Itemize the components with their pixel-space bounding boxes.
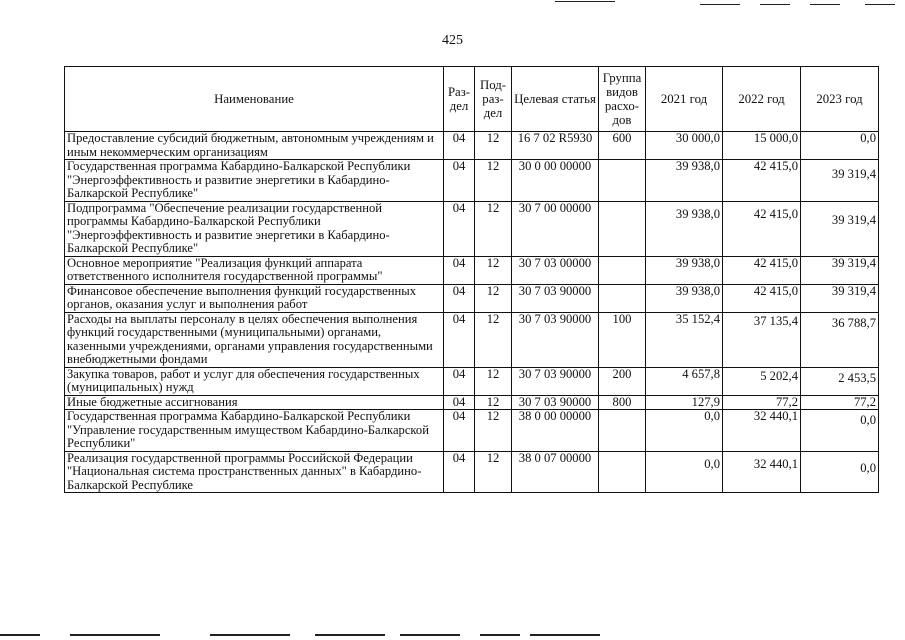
- row-article: 30 7 03 90000: [512, 284, 599, 312]
- row-2021: 30 000,0: [646, 132, 723, 160]
- row-section: 04: [444, 201, 475, 256]
- scan-artifact-bottom: [480, 634, 520, 636]
- row-group: 600: [599, 132, 646, 160]
- row-article: 30 7 03 90000: [512, 367, 599, 395]
- header-name: Наименование: [65, 67, 444, 132]
- table-row: [65, 367, 879, 395]
- row-2021: 39 938,0: [646, 160, 723, 202]
- table-row: [65, 132, 879, 160]
- row-name: Расходы на выплаты персоналу в целях обеспечения выполнения функций государственными (муниципальными) органами, казенными учреждениями, органами управления государственными внебюджетными фондами: [65, 312, 444, 367]
- row-section: 04: [444, 256, 475, 284]
- table-row: [65, 201, 879, 256]
- row-2023: 39 319,4: [801, 284, 879, 312]
- row-name: Финансовое обеспечение выполнения функций государственных органов, оказания услуг и выполнения работ: [65, 284, 444, 312]
- row-name: Подпрограмма "Обеспечение реализации государственной программы Кабардино-Балкарской Республики "Энергоэффективность и развитие энергетики в Кабардино-Балкарской Республике": [65, 201, 444, 256]
- row-2021: 127,9: [646, 395, 723, 410]
- header-year-2022: 2022 год: [723, 67, 801, 132]
- row-subsection: 12: [475, 284, 512, 312]
- row-name: Реализация государственной программы Российской Федерации "Национальная система пространственных данных" в Кабардино-Балкарской Республике: [65, 451, 444, 493]
- row-2022: 37 135,4: [723, 312, 801, 367]
- row-article: 38 0 00 00000: [512, 410, 599, 452]
- row-2023: 39 319,4: [801, 256, 879, 284]
- row-2021: 4 657,8: [646, 367, 723, 395]
- row-subsection: 12: [475, 367, 512, 395]
- row-subsection: 12: [475, 312, 512, 367]
- row-article: 30 7 03 90000: [512, 395, 599, 410]
- row-section: 04: [444, 284, 475, 312]
- row-name: Государственная программа Кабардино-Балкарской Республики "Управление государственным имуществом Кабардино-Балкарской Республики": [65, 410, 444, 452]
- row-subsection: 12: [475, 395, 512, 410]
- row-article: 30 7 03 00000: [512, 256, 599, 284]
- table-row: [65, 395, 879, 410]
- row-article: 16 7 02 R5930: [512, 132, 599, 160]
- table-row: [65, 410, 879, 452]
- row-group: 200: [599, 367, 646, 395]
- header-year-2023: 2023 год: [801, 67, 879, 132]
- scan-artifact-top: [810, 4, 840, 5]
- row-article: 30 7 00 00000: [512, 201, 599, 256]
- table-row: [65, 312, 879, 367]
- row-subsection: 12: [475, 132, 512, 160]
- row-2022: 5 202,4: [723, 367, 801, 395]
- header-target-article: Целевая статья: [512, 67, 599, 132]
- row-name: Государственная программа Кабардино-Балкарской Республики "Энергоэффективность и развитие энергетики в Кабардино-Балкарской Республике": [65, 160, 444, 202]
- scan-artifact-bottom: [0, 634, 40, 636]
- row-2023: 0,0: [801, 410, 879, 452]
- table-row: [65, 451, 879, 493]
- scan-artifact-top: [760, 4, 790, 5]
- row-group: [599, 160, 646, 202]
- row-section: 04: [444, 367, 475, 395]
- scan-artifact-bottom: [210, 634, 290, 636]
- scan-artifact-top: [555, 1, 615, 2]
- row-2022: 42 415,0: [723, 284, 801, 312]
- row-2022: 42 415,0: [723, 201, 801, 256]
- row-subsection: 12: [475, 410, 512, 452]
- row-2023: 36 788,7: [801, 312, 879, 367]
- scan-artifact-top: [865, 4, 895, 5]
- row-2021: 39 938,0: [646, 256, 723, 284]
- table-row: [65, 284, 879, 312]
- row-2023: 2 453,5: [801, 367, 879, 395]
- header-section: Раз-дел: [444, 67, 475, 132]
- row-subsection: 12: [475, 451, 512, 493]
- header-expense-group: Группа видов расхо-дов: [599, 67, 646, 132]
- row-section: 04: [444, 395, 475, 410]
- budget-table: [64, 66, 879, 493]
- row-2021: 35 152,4: [646, 312, 723, 367]
- row-2021: 0,0: [646, 451, 723, 493]
- row-2023: 0,0: [801, 132, 879, 160]
- row-article: 38 0 07 00000: [512, 451, 599, 493]
- row-group: [599, 410, 646, 452]
- row-name: Иные бюджетные ассигнования: [65, 395, 444, 410]
- row-section: 04: [444, 312, 475, 367]
- row-2022: 15 000,0: [723, 132, 801, 160]
- row-name: Основное мероприятие "Реализация функций аппарата ответственного исполнителя государственной программы": [65, 256, 444, 284]
- row-group: [599, 201, 646, 256]
- row-group: [599, 256, 646, 284]
- row-2023: 77,2: [801, 395, 879, 410]
- scan-artifact-bottom: [315, 634, 385, 636]
- row-section: 04: [444, 410, 475, 452]
- row-group: [599, 451, 646, 493]
- page-number: 425: [442, 33, 463, 48]
- row-article: 30 7 03 90000: [512, 312, 599, 367]
- row-subsection: 12: [475, 160, 512, 202]
- row-article: 30 0 00 00000: [512, 160, 599, 202]
- row-2022: 77,2: [723, 395, 801, 410]
- row-2021: 39 938,0: [646, 201, 723, 256]
- row-group: 100: [599, 312, 646, 367]
- row-2022: 42 415,0: [723, 160, 801, 202]
- row-2022: 42 415,0: [723, 256, 801, 284]
- row-section: 04: [444, 160, 475, 202]
- header-year-2021: 2021 год: [646, 67, 723, 132]
- row-2022: 32 440,1: [723, 451, 801, 493]
- row-section: 04: [444, 451, 475, 493]
- row-2023: 39 319,4: [801, 201, 879, 256]
- row-subsection: 12: [475, 201, 512, 256]
- table-row: [65, 160, 879, 202]
- row-name: Закупка товаров, работ и услуг для обеспечения государственных (муниципальных) нужд: [65, 367, 444, 395]
- row-section: 04: [444, 132, 475, 160]
- row-2022: 32 440,1: [723, 410, 801, 452]
- table-header-row: [65, 67, 879, 132]
- row-group: 800: [599, 395, 646, 410]
- row-group: [599, 284, 646, 312]
- row-2021: 39 938,0: [646, 284, 723, 312]
- table-row: [65, 256, 879, 284]
- header-subsection: Под-раз-дел: [475, 67, 512, 132]
- row-2021: 0,0: [646, 410, 723, 452]
- scan-artifact-top: [700, 4, 740, 5]
- scan-artifact-bottom: [400, 634, 460, 636]
- row-2023: 0,0: [801, 451, 879, 493]
- row-subsection: 12: [475, 256, 512, 284]
- row-2023: 39 319,4: [801, 160, 879, 202]
- scan-artifact-bottom: [530, 634, 600, 636]
- scan-artifact-bottom: [70, 634, 160, 636]
- row-name: Предоставление субсидий бюджетным, автономным учреждениям и иным некоммерческим организациям: [65, 132, 444, 160]
